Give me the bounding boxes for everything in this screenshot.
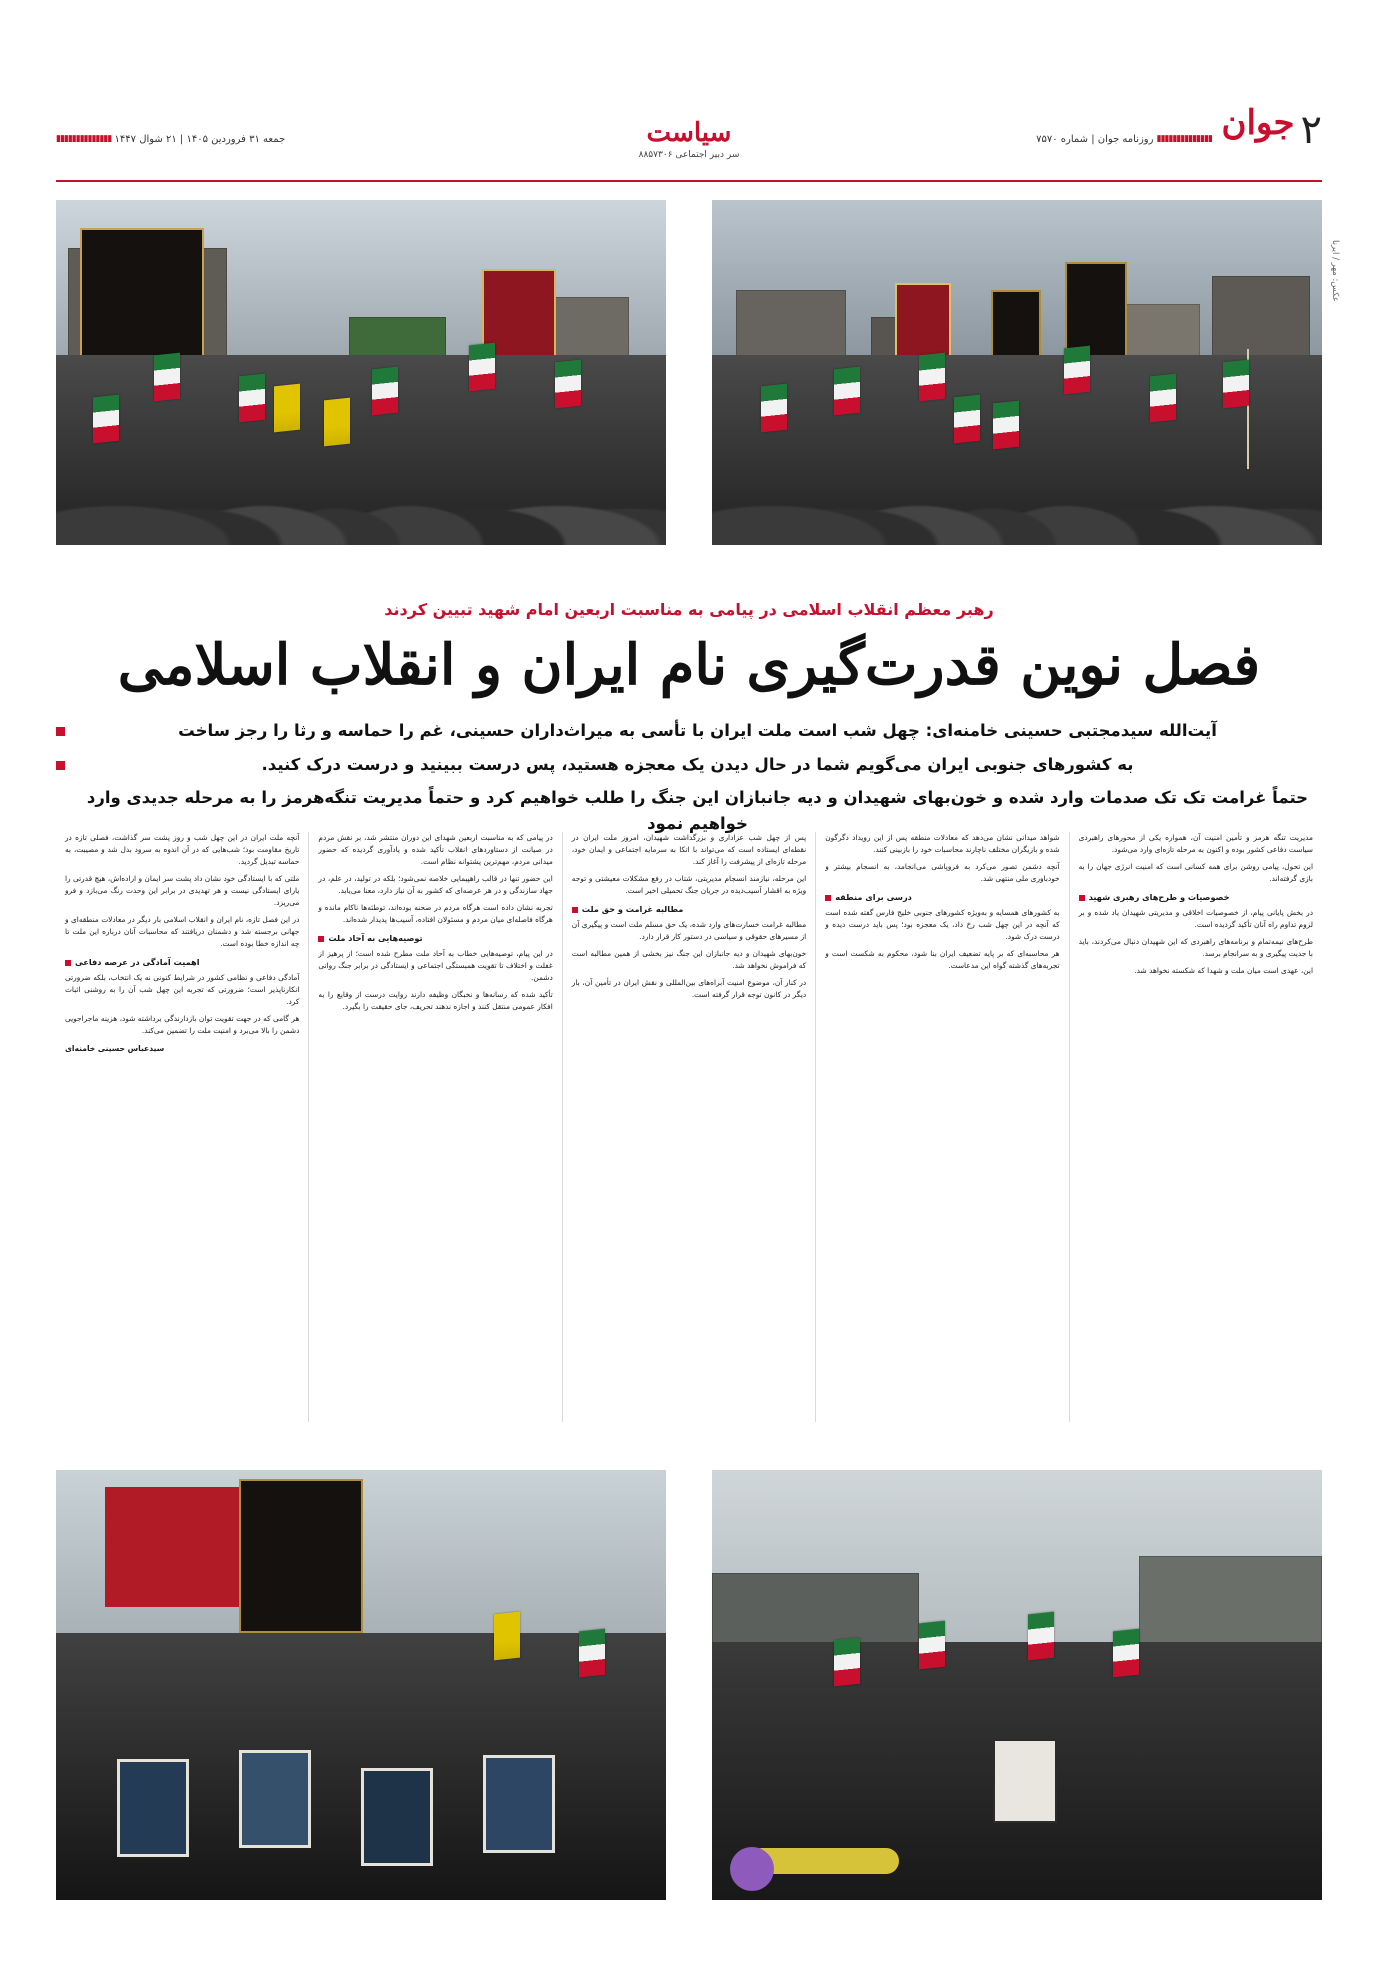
- bullet-square-icon: [65, 960, 71, 966]
- paragraph: خون‌بهای شهیدان و دیه جانبازان این جنگ نیز بخشی از همین مطالبه است که فراموش نخواهد شد.: [571, 949, 807, 971]
- column-subheading: [825, 891, 1059, 904]
- bullet-square-icon: [318, 936, 324, 942]
- article-column: [56, 832, 308, 1422]
- section-title: سیاست: [646, 118, 732, 148]
- paragraph: تجربه نشان داده است هرگاه مردم در صحنه بوده‌اند، توطئه‌ها ناکام مانده و هرگاه فاصله‌ای میان مردم و مسئولان افتاده، آسیب‌ها پدیدار شده‌اند.: [318, 902, 553, 924]
- rally-square-photo: [56, 200, 666, 545]
- article-column: [815, 832, 1068, 1422]
- article-body: [56, 832, 1322, 1422]
- column-subheading-text: توصیه‌هایی به آحاد ملت: [328, 932, 423, 943]
- paragraph: پس از چهل شب عزاداری و بزرگداشت شهیدان، امروز ملت ایران در نقطه‌ای ایستاده است که می‌تواند با اتکا به سرمایه اجتماعی و ایمان خود، مرحله تازه‌ای از پیشرفت را آغاز کند.: [571, 833, 807, 866]
- paragraph: مدیریت تنگه هرمز و تأمین امنیت آن، همواره یکی از محورهای راهبردی سیاست دفاعی کشور بوده و اکنون به مرحله تازه‌ای وارد می‌شود.: [1078, 833, 1313, 854]
- masthead-date-line: [56, 134, 285, 145]
- article-bullet-text: آیت‌الله سیدمجتبی حسینی خامنه‌ای: چهل شب است ملت ایران با تأسی به میراث‌داران حسینی، غم را حماسه و رثا را رجز ساخت: [178, 721, 1217, 740]
- paragraph: این تحول، پیامی روشن برای همه کسانی است که امنیت انرژی جهان را به بازی گرفته‌اند.: [1078, 861, 1313, 883]
- rule-dashes-right: ▮▮▮▮▮▮▮▮▮▮▮▮▮▮: [1156, 134, 1212, 144]
- article-signature: سیدعباس حسینی خامنه‌ای: [64, 1044, 165, 1054]
- bullet-square-icon: [825, 895, 831, 901]
- section-subtitle: سر دبیر اجتماعی ۸۸۵۷۳۰۶: [638, 150, 740, 160]
- newspaper-logo: [1221, 103, 1322, 153]
- column-subheading-text: مطالبه غرامت و حق ملت: [581, 903, 684, 914]
- column-subheading: [1079, 891, 1313, 904]
- column-subheading: [572, 903, 806, 916]
- paragraph: در این پیام، توصیه‌هایی خطاب به آحاد ملت مطرح شده است؛ از پرهیز از غفلت و اختلاف تا تقویت همبستگی اجتماعی و ایستادگی در برابر جنگ روانی دشمن.: [318, 949, 553, 983]
- column-subheading: [65, 956, 299, 969]
- section-title-block: [639, 120, 740, 160]
- article-bullet: [56, 785, 1322, 836]
- march-street-photo: [712, 200, 1322, 545]
- women-children-march-photo: [712, 1470, 1322, 1900]
- paragraph: هر محاسبه‌ای که بر پایه تضعیف ایران بنا شود، محکوم به شکست است و تجربه‌های گذشته گواه این مدعاست.: [825, 949, 1060, 971]
- article-bullet-text: حتماً غرامت تک تک صدمات وارد شده و خون‌بهای شهیدان و دیه جانبازان این جنگ را طلب خواهیم کرد و حتماً مدیریت تنگه‌هرمز را به مرحله جدیدی وارد خواهیم نمود: [86, 788, 1309, 833]
- masthead: [56, 103, 1322, 182]
- youth-portraits-photo: [56, 1470, 666, 1900]
- paragraph: آنچه ملت ایران در این چهل شب و روز پشت سر گذاشت، فصلی تازه در تاریخ مقاومت بود؛ شب‌هایی که در آن اندوه به سرود بدل شد و مصیبت، به حماسه تبدیل گردید.: [64, 833, 300, 866]
- article-column: [562, 832, 815, 1422]
- paragraph: این، عهدی است میان ملت و شهدا که شکسته نخواهد شد.: [1134, 966, 1313, 976]
- paragraph: در این فصل تازه، نام ایران و انقلاب اسلامی بار دیگر در معادلات منطقه‌ای و جهانی برجسته شد و دشمنان دریافتند که محاسبات آنان درباره این ملت تا چه اندازه خطا بوده است.: [64, 914, 300, 948]
- article-bullet-text: به کشورهای جنوبی ایران می‌گویم شما در حال دیدن یک معجزه هستید، پس درست ببینید و درست درک کنید.: [261, 754, 1134, 774]
- column-subheading: [318, 932, 552, 945]
- rule-dashes-left: ▮▮▮▮▮▮▮▮▮▮▮▮▮▮: [56, 134, 112, 144]
- paragraph: به کشورهای همسایه و به‌ویژه کشورهای جنوبی خلیج فارس گفته شده است که آنچه در این چهل شب رخ داد، یک معجزه بود؛ پس باید درست دیده و درست درک شود.: [825, 908, 1060, 942]
- column-subheading-text: خصوصیات و طرح‌های رهبری شهید: [1088, 891, 1230, 902]
- paragraph: تأکید شده که رسانه‌ها و نخبگان وظیفه دارند روایت درست از وقایع را به افکار عمومی منتقل کنند و اجازه ندهند تحریف، جای حقیقت را بگیرد.: [318, 990, 553, 1012]
- bullet-square-icon: [56, 761, 65, 770]
- paragraph: مطالبه غرامت خسارت‌های وارد شده، یک حق مسلم ملت است و پیگیری آن از مسیرهای حقوقی و سیاسی در دستور کار قرار دارد.: [571, 920, 807, 942]
- column-subheading-text: درسی برای منطقه: [835, 891, 912, 902]
- column-subheading-text: اهمیت آمادگی در عرصه دفاعی: [74, 956, 200, 967]
- paragraph: آمادگی دفاعی و نظامی کشور در شرایط کنونی نه یک انتخاب، بلکه ضرورتی انکارناپذیر است؛ ضرورتی که تجربه این چهل شب آن را به روشنی اثبات کرد.: [64, 973, 300, 1007]
- article-column: [1069, 832, 1322, 1422]
- paragraph: هر گامی که در جهت تقویت توان بازدارندگی برداشته شود، هزینه ماجراجویی دشمن را بالا می‌برد و امنیت ملت را تضمین می‌کند.: [64, 1014, 300, 1036]
- paragraph: ملتی که با ایستادگی خود نشان داد پشت سر ایمان و اراده‌اش، هیچ قدرتی را یارای ایستادگی نیست و هر تهدیدی در برابر این وحدت رنگ می‌بازد و فرو می‌ریزد.: [64, 873, 300, 907]
- photo-credit: عکس: مهر / ایرنا: [1330, 240, 1340, 302]
- bullet-square-icon: [1079, 895, 1085, 901]
- paragraph: این حضور تنها در قالب راهپیمایی خلاصه نمی‌شود؛ بلکه در تولید، در علم، در جهاد سازندگی و در هر عرصه‌ای که کشور به آن نیاز دارد، معنا می‌یابد.: [318, 873, 553, 895]
- issue-line-text: روزنامه جوان | شماره ۷۵۷۰: [1036, 134, 1154, 145]
- paragraph: طرح‌های نیمه‌تمام و برنامه‌های راهبردی که این شهیدان دنبال می‌کردند، باید با جدیت پیگیری و به سرانجام برسد.: [1078, 937, 1313, 959]
- newspaper-name: جوان: [1221, 103, 1295, 143]
- paragraph: در کنار آن، موضوع امنیت آبراه‌های بین‌المللی و نقش ایران در تأمین آن، بار دیگر در کانون توجه قرار گرفته است.: [571, 978, 807, 1000]
- paragraph: در بخش پایانی پیام، از خصوصیات اخلاقی و مدیریتی شهیدان یاد شده و بر لزوم تداوم راه آنان تأکید گردیده است.: [1078, 908, 1313, 930]
- article-column: [308, 832, 561, 1422]
- masthead-issue-line: [1036, 134, 1212, 145]
- article-bullets: [56, 718, 1322, 844]
- paragraph: در پیامی که به مناسبت اربعین شهدای این دوران منتشر شد، بر نقش مردم در صیانت از دستاوردهای انقلاب تأکید شده و یادآوری گردیده که حضور میدانی مردم، مهم‌ترین پشتوانه نظام است.: [318, 833, 553, 866]
- date-line-text: جمعه ۳۱ فروردین ۱۴۰۵ | ۲۱ شوال ۱۴۴۷: [114, 134, 286, 145]
- bullet-square-icon: [56, 727, 65, 736]
- paragraph: آنچه دشمن تصور می‌کرد به فروپاشی می‌انجامد، به انسجام بیشتر و خودباوری ملی منتهی شد.: [825, 861, 1060, 883]
- article-bullet: [56, 752, 1322, 778]
- paragraph: این مرحله، نیازمند انسجام مدیریتی، شتاب در رفع مشکلات معیشتی و توجه ویژه به اقشار آسیب‌دیده در جریان جنگ تحمیلی اخیر است.: [571, 873, 807, 895]
- article-kicker: رهبر معظم انقلاب اسلامی در پیامی به مناسبت اربعین امام شهید تبیین کردند: [384, 600, 994, 619]
- article-headline: فصل نوین قدرت‌گیری نام ایران و انقلاب اسلامی: [117, 632, 1261, 698]
- bullet-square-icon: [572, 907, 578, 913]
- paragraph: شواهد میدانی نشان می‌دهد که معادلات منطقه پس از این رویداد دگرگون شده و بازیگران مختلف ناچارند محاسبات خود را بازبینی کنند.: [825, 833, 1060, 854]
- page-number: ۲: [1300, 107, 1322, 153]
- article-bullet: [56, 718, 1322, 744]
